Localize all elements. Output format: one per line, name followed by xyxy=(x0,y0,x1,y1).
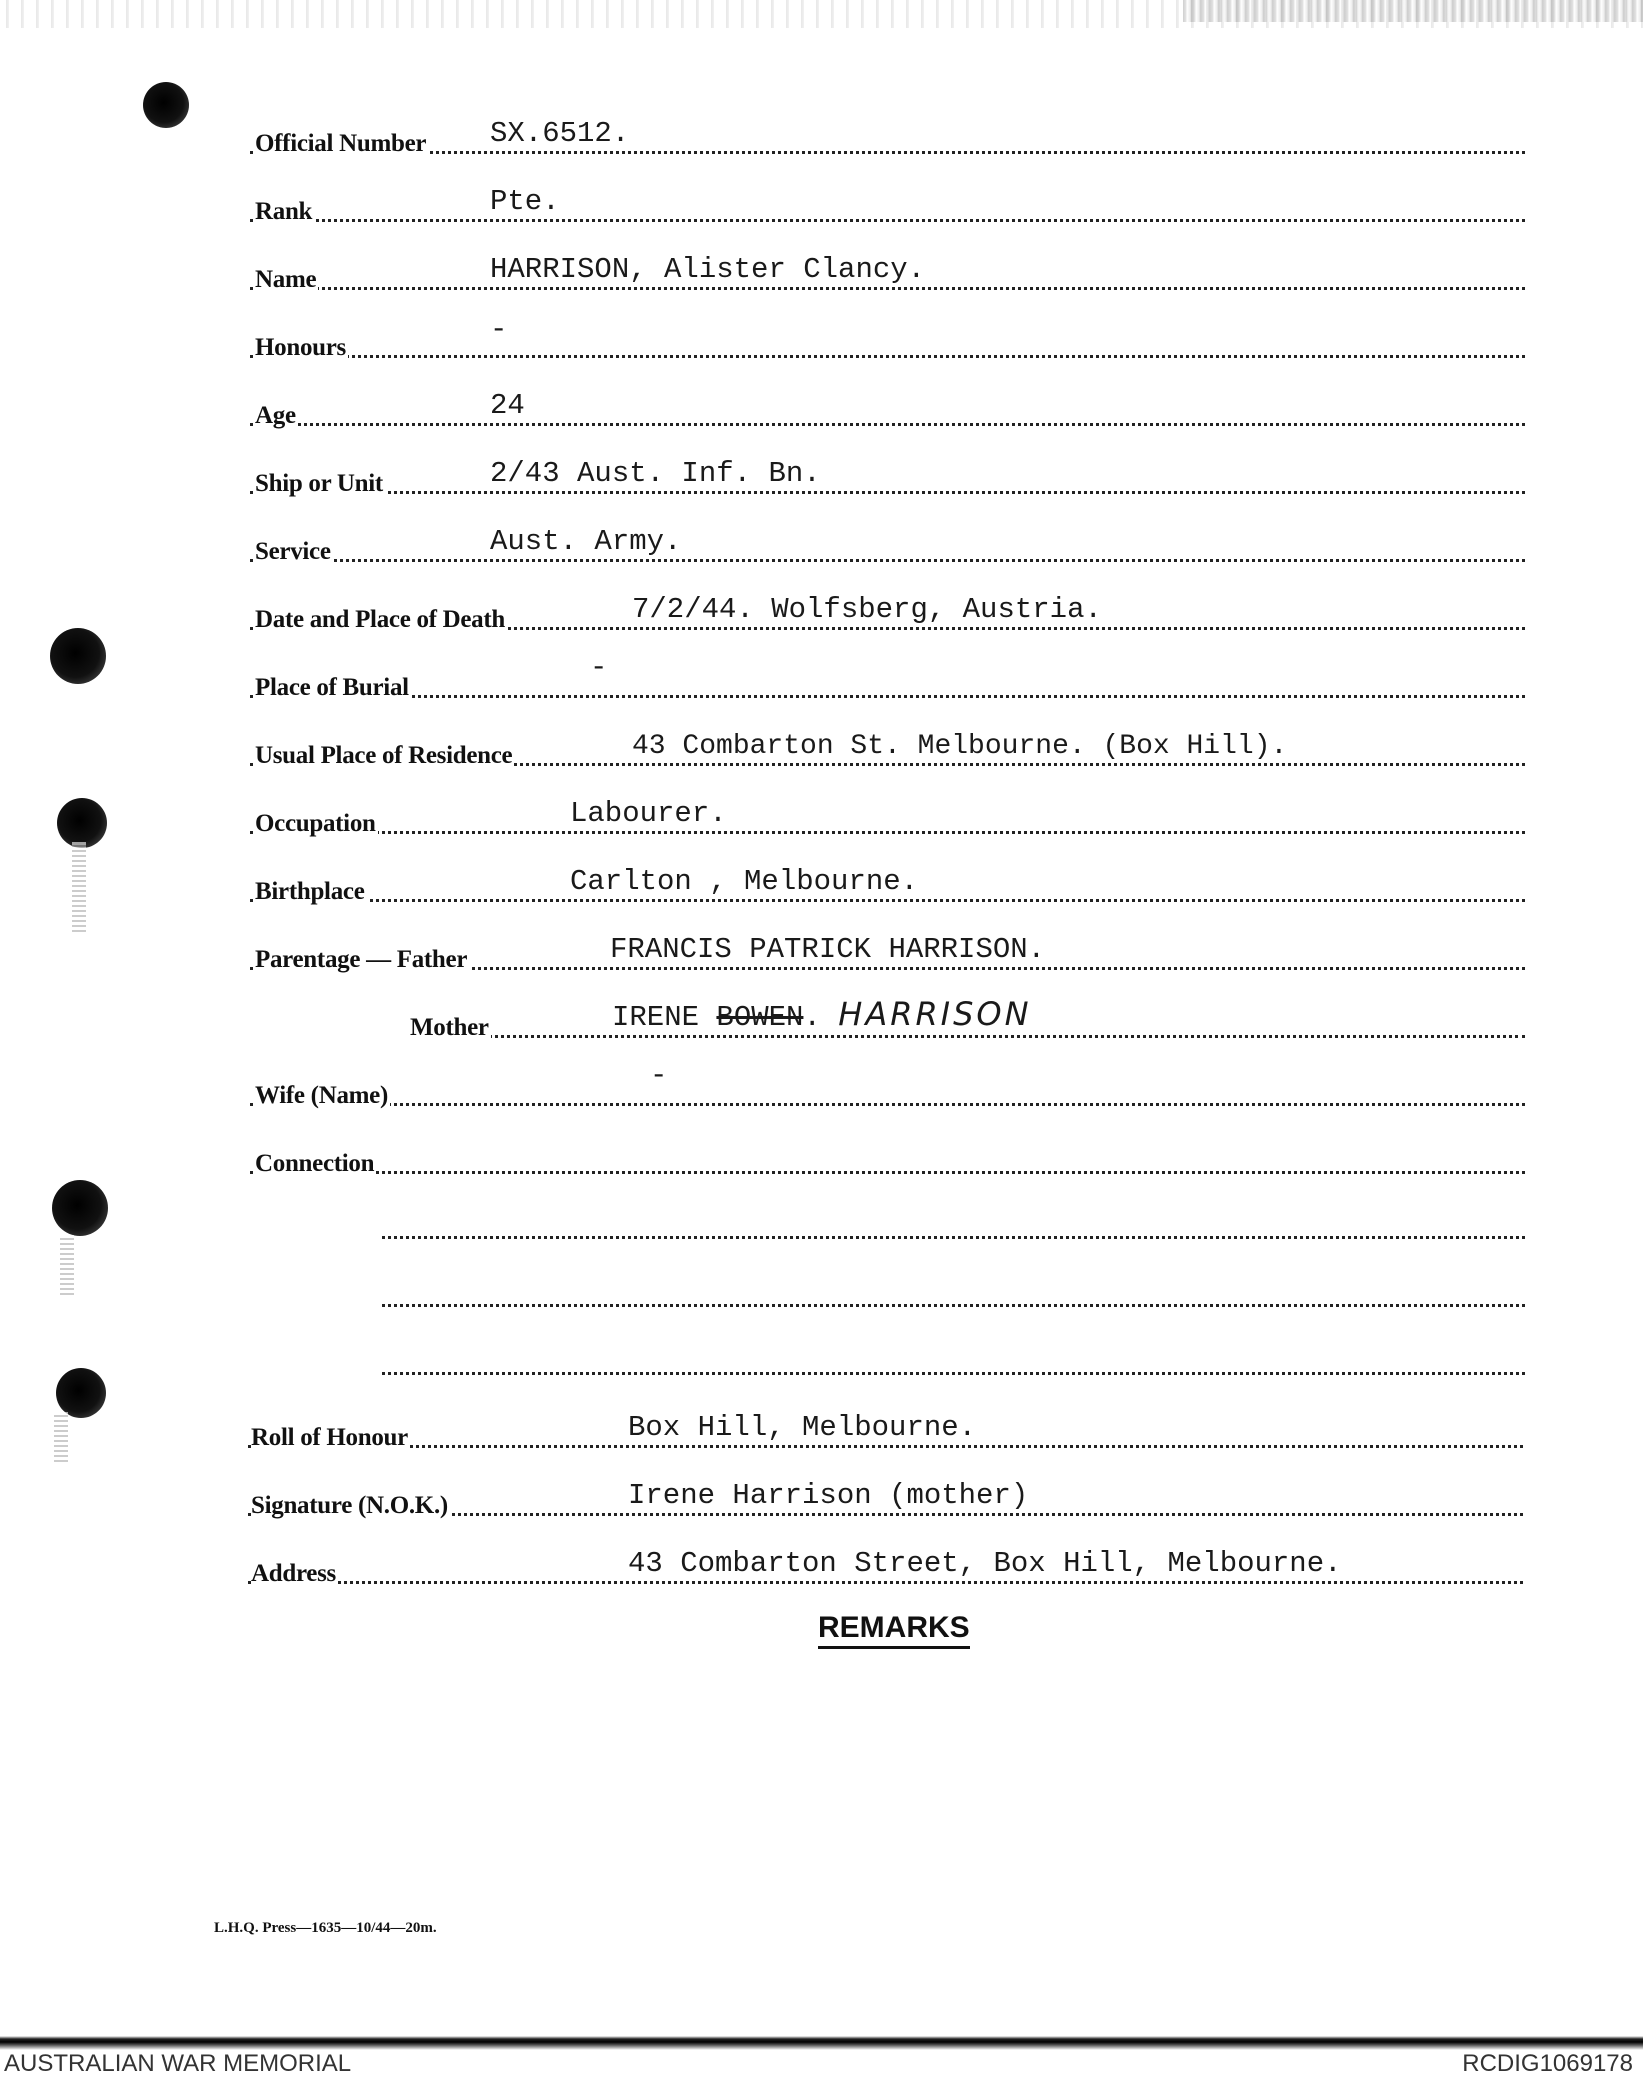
dotted-line xyxy=(250,423,1525,426)
scan-edge-top-right xyxy=(1183,0,1643,22)
dotted-line xyxy=(250,1171,1525,1174)
dotted-line xyxy=(250,559,1525,562)
field-value: - xyxy=(490,313,508,346)
dotted-line xyxy=(250,219,1525,222)
field-value: Box Hill, Melbourne. xyxy=(628,1411,977,1444)
punch-hole-icon xyxy=(50,628,106,684)
field-birthplace xyxy=(250,852,1525,912)
field-mother xyxy=(410,988,1525,1048)
field-value: Aust. Army. xyxy=(490,525,682,558)
field-father xyxy=(250,920,1525,980)
field-label: Connection xyxy=(255,1150,375,1177)
dotted-line xyxy=(250,1103,1525,1106)
dotted-line xyxy=(250,151,1525,154)
punch-hole-icon xyxy=(57,798,107,848)
field-value: 24 xyxy=(490,389,525,422)
field-value: - xyxy=(650,1059,668,1092)
mother-first-name: IRENE xyxy=(612,1001,700,1034)
field-label: Name xyxy=(255,266,317,293)
field-label: Service xyxy=(255,538,331,565)
footer-record-id: RCDIG1069178 xyxy=(1462,2050,1633,2077)
field-place-of-burial xyxy=(250,648,1525,708)
field-label: Occupation xyxy=(255,810,376,837)
field-value: - xyxy=(590,651,608,684)
field-connection xyxy=(250,1124,1525,1184)
punch-hole-icon xyxy=(52,1180,108,1236)
remarks-heading: REMARKS xyxy=(818,1611,970,1649)
dotted-line xyxy=(250,355,1525,358)
field-label: Date and Place of Death xyxy=(255,606,505,633)
field-label: Signature (N.O.K.) xyxy=(251,1492,448,1519)
field-rank xyxy=(250,172,1525,232)
mother-struck-name: BOWEN xyxy=(716,1001,804,1034)
dotted-line xyxy=(250,287,1525,290)
field-value: HARRISON, Alister Clancy. xyxy=(490,253,926,286)
dotted-line xyxy=(248,1581,1523,1584)
field-label: Birthplace xyxy=(255,878,365,905)
dotted-line xyxy=(250,899,1525,902)
field-label: Parentage — Father xyxy=(255,946,468,973)
field-age xyxy=(250,376,1525,436)
field-value: SX.6512. xyxy=(490,117,630,150)
field-address xyxy=(248,1534,1523,1594)
connection-blank-line xyxy=(382,1236,1525,1239)
punch-hole-icon xyxy=(143,82,189,128)
field-usual-residence xyxy=(250,716,1525,776)
connection-blank-line xyxy=(382,1304,1525,1307)
field-value: Irene Harrison (mother) xyxy=(628,1479,1029,1512)
field-value: 7/2/44. Wolfsberg, Austria. xyxy=(632,593,1102,626)
punch-hole-icon xyxy=(56,1368,106,1418)
dotted-line xyxy=(250,695,1525,698)
field-label: Honours xyxy=(255,334,346,361)
bottom-rule xyxy=(0,2036,1643,2050)
field-value: 2/43 Aust. Inf. Bn. xyxy=(490,457,821,490)
field-label: Age xyxy=(255,402,296,429)
field-roll-of-honour xyxy=(248,1398,1523,1458)
field-label: Roll of Honour xyxy=(251,1424,408,1451)
field-signature-nok xyxy=(248,1466,1523,1526)
scan-mark xyxy=(72,842,86,932)
field-label: Rank xyxy=(255,198,313,225)
dotted-line xyxy=(250,831,1525,834)
field-occupation xyxy=(250,784,1525,844)
scan-mark xyxy=(54,1412,68,1462)
field-value: Carlton , Melbourne. xyxy=(570,865,919,898)
field-name xyxy=(250,240,1525,300)
field-value: Labourer. xyxy=(570,797,727,830)
dotted-line xyxy=(250,491,1525,494)
field-label: Mother xyxy=(410,1014,489,1041)
field-label: Address xyxy=(251,1560,336,1587)
field-value xyxy=(612,995,1032,1034)
print-note: L.H.Q. Press—1635—10/44—20m. xyxy=(214,1920,437,1936)
dotted-line xyxy=(248,1445,1523,1448)
footer-archive-name: AUSTRALIAN WAR MEMORIAL xyxy=(4,2050,352,2077)
field-service xyxy=(250,512,1525,572)
field-wife xyxy=(250,1056,1525,1116)
dotted-line xyxy=(410,1035,1525,1038)
mother-handwritten-name: HARRISON xyxy=(838,995,1032,1033)
field-value: 43 Combarton St. Melbourne. (Box Hill). xyxy=(632,731,1288,762)
field-date-place-death xyxy=(250,580,1525,640)
field-label: Official Number xyxy=(255,130,427,157)
scan-mark xyxy=(60,1235,74,1295)
field-label: Ship or Unit xyxy=(255,470,383,497)
field-value: FRANCIS PATRICK HARRISON. xyxy=(610,933,1046,966)
field-value: 43 Combarton Street, Box Hill, Melbourne. xyxy=(628,1547,1342,1580)
field-official-number xyxy=(250,104,1525,164)
mother-dot: . xyxy=(803,1001,821,1034)
connection-blank-line xyxy=(382,1372,1525,1375)
field-label: Usual Place of Residence xyxy=(255,742,513,769)
field-value: Pte. xyxy=(490,185,560,218)
field-label: Place of Burial xyxy=(255,674,409,701)
field-label: Wife (Name) xyxy=(255,1082,388,1109)
field-ship-or-unit xyxy=(250,444,1525,504)
field-honours xyxy=(250,308,1525,368)
